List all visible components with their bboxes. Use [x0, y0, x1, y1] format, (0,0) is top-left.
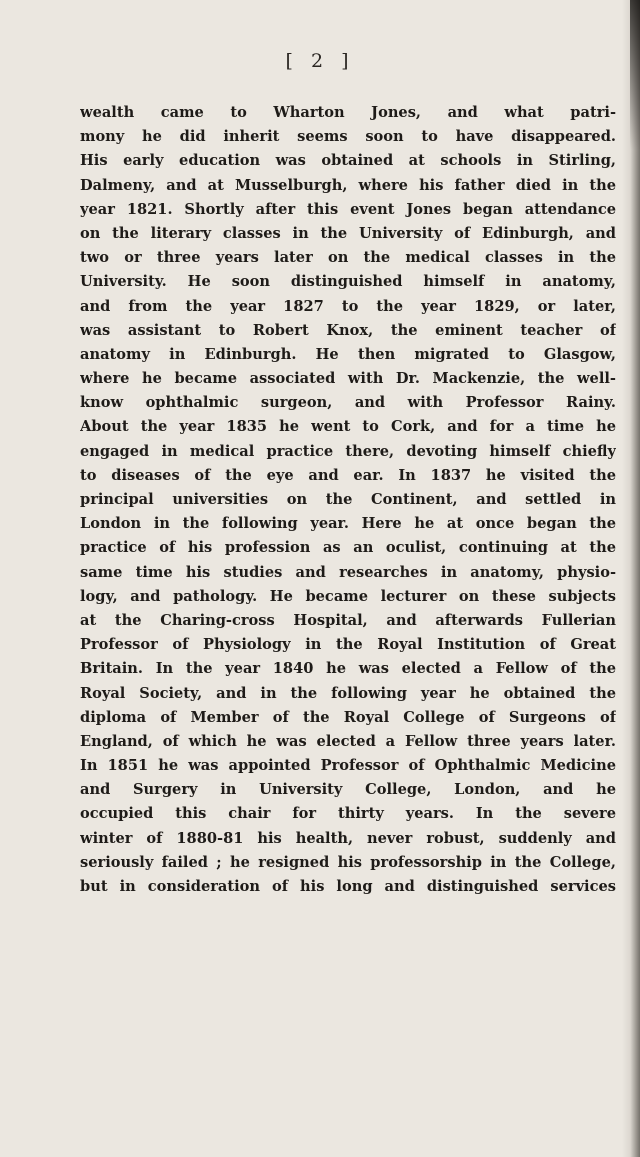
text-line: occupied this chair for thirty years. In the severe	[80, 805, 616, 823]
text-line: principal universities on the Continent, and settled in	[80, 491, 616, 508]
text-line: wealth came to Wharton Jones, and what patri-	[80, 104, 616, 121]
text-line: Professor of Physiology in the Royal Institution of Great	[80, 636, 616, 654]
text-line: London in the following year. Here he at once began the	[80, 515, 616, 533]
text-line: mony he did inherit seems soon to have disappeared.	[80, 128, 616, 146]
text-line: logy, and pathology. He became lecturer on these subjects	[80, 587, 616, 605]
text-line: In 1851 he was appointed Professor of Ophthalmic Medicine	[80, 757, 616, 775]
text-line: seriously failed ; he resigned his professorship in the College,	[80, 853, 616, 871]
text-line: anatomy in Edinburgh. He then migrated to Glasgow,	[80, 345, 616, 363]
text-line: on the literary classes in the University of Edinburgh, and	[80, 224, 616, 242]
text-line: at the Charing-cross Hospital, and afterwards Fullerian	[80, 611, 616, 629]
text-line: engaged in medical practice there, devoting himself chiefly	[80, 442, 616, 460]
page-number: [ 2 ]	[285, 50, 355, 72]
text-line: Britain. In the year 1840 he was elected a Fellow of the	[80, 660, 616, 678]
text-line: About the year 1835 he went to Cork, and for a time he	[80, 418, 616, 436]
text-line: same time his studies and researches in anatomy, physio-	[80, 563, 616, 581]
text-line: where he became associated with Dr. Mackenzie, the well-	[80, 370, 616, 388]
text-line: to diseases of the eye and ear. In 1837 he visited the	[80, 466, 616, 484]
page-edge-shadow	[622, 0, 640, 1157]
text-line: England, of which he was elected a Fellow three years later.	[80, 732, 616, 750]
text-line: year 1821. Shortly after this event Jones began attendance	[80, 200, 616, 218]
text-line: His early education was obtained at schools in Stirling,	[80, 152, 616, 170]
text-line: but in consideration of his long and distinguished services	[80, 878, 616, 895]
text-line: know ophthalmic surgeon, and with Professor Rainy.	[80, 394, 616, 412]
text-line: was assistant to Robert Knox, the eminent teacher of	[80, 321, 616, 339]
text-line: University. He soon distinguished himself in anatomy,	[80, 273, 616, 291]
text-line: practice of his profession as an oculist, continuing at the	[80, 539, 616, 557]
page-corner-shadow	[630, 0, 640, 150]
text-line: Royal Society, and in the following year he obtained the	[80, 684, 616, 702]
text-line: Dalmeny, and at Musselburgh, where his father died in the	[80, 176, 616, 194]
text-line: and from the year 1827 to the year 1829, or later,	[80, 297, 616, 315]
text-line: and Surgery in University College, London, and he	[80, 781, 616, 799]
body-text	[80, 101, 616, 899]
text-line: winter of 1880-81 his health, never robust, suddenly and	[80, 829, 616, 847]
text-line: diploma of Member of the Royal College of Surgeons of	[80, 708, 616, 726]
text-line: two or three years later on the medical classes in the	[80, 249, 616, 267]
